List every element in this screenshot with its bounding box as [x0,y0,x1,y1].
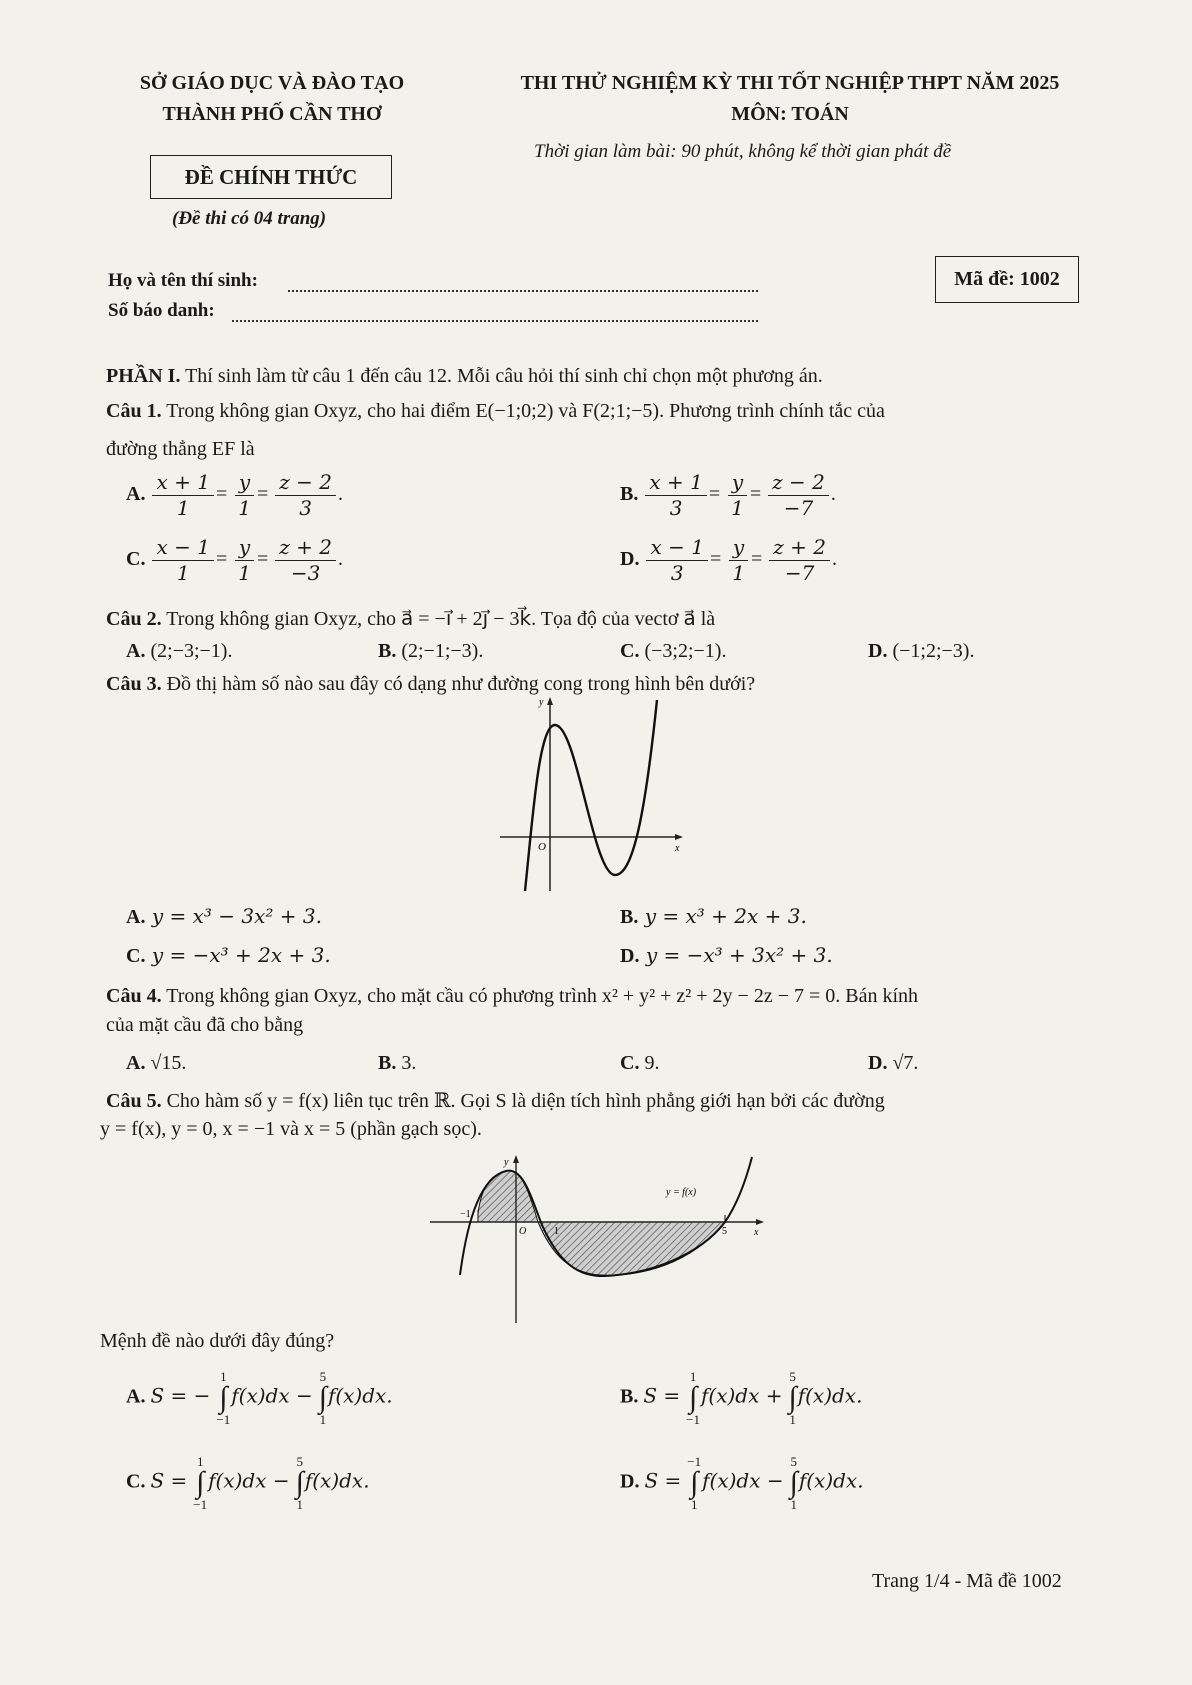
fraction: $\frac{x - 1}{1}$ [152,535,213,586]
q4-text1: Trong không gian Oxyz, cho mặt cầu có phương trình x² + y² + z² + 2y − 2z − 7 = 0. Bán kính [166,985,919,1007]
q1-text1: Trong không gian Oxyz, cho hai điểm E(−1;0;2) và F(2;1;−5). Phương trình chính tắc của [166,400,885,422]
q1-option-d[interactable]: D. $\frac{x - 1}{3}$ = $\frac{y}{1}$ = $\frac{z + 2}{-7}$ . [620,535,837,585]
x-axis-label: x [754,1227,759,1238]
q2-option-c[interactable]: C. (−3;2;−1). [620,640,727,662]
subject-title: MÔN: TOÁN [731,103,849,125]
q2-label: Câu 2. [106,608,162,630]
origin-label: O [519,1226,527,1237]
q1-option-a[interactable]: A. $\frac{x + 1}{1}$ = $\frac{y}{1}$ = $\frac{z - 2}{3}$ . [126,470,343,520]
q1-line1 [106,400,885,423]
cubic-curve [525,700,657,891]
exam-code: Mã đề: 1002 [954,268,1060,290]
part1-line [106,365,823,388]
part1-heading: PHẦN I. [106,365,181,387]
y-axis-label: y [504,1157,509,1168]
option-text: y = x³ + 2x + 3. [644,904,807,928]
q3-option-c[interactable]: C. y = −x³ + 2x + 3. [126,943,331,967]
integral: −1 ∫ 1 [687,1454,702,1512]
option-text: √7. [892,1052,919,1074]
option-key: B. [620,483,639,506]
shaded-region-left [478,1171,538,1222]
q2-option-b[interactable]: B. (2;−1;−3). [378,640,484,662]
fraction: $\frac{y}{1}$ [234,470,255,521]
q5-line1 [106,1088,885,1113]
integral: 5 ∫ 1 [295,1454,304,1512]
department-name: SỞ GIÁO DỤC VÀ ĐÀO TẠO [139,72,405,94]
fraction: $\frac{y}{1}$ [727,470,748,521]
curve-label: y = f(x) [666,1187,697,1198]
exam-code-box [935,256,1079,303]
option-text: (2;−3;−1). [150,640,233,662]
fraction: $\frac{z + 2}{-3}$ [275,535,336,586]
integral: 1 ∫ −1 [686,1369,701,1427]
q4-text2: của mặt cầu đã cho bằng [106,1014,304,1036]
q1-label: Câu 1. [106,400,162,422]
fraction: $\frac{x - 1}{3}$ [646,535,707,586]
tick-5: 5 [722,1226,727,1237]
integral: 5 ∫ 1 [789,1454,798,1512]
q5-text2: y = f(x), y = 0, x = −1 và x = 5 (phần gạch sọc). [100,1118,482,1140]
q1-option-c[interactable]: C. $\frac{x - 1}{1}$ = $\frac{y}{1}$ = $\frac{z + 2}{-3}$ . [126,535,343,585]
q3-cubic-graph [495,695,685,895]
candidate-name-field[interactable] [288,290,758,292]
q2-option-d[interactable]: D. (−1;2;−3). [868,640,975,662]
option-text: 3. [401,1052,417,1074]
q3-option-b[interactable]: B. y = x³ + 2x + 3. [620,904,807,928]
y-axis-arrow [547,697,553,705]
tick-1: 1 [554,1226,559,1237]
city-name: THÀNH PHỐ CẦN THƠ [162,103,382,125]
fraction: $\frac{x + 1}{1}$ [152,470,213,521]
q5-label: Câu 5. [106,1090,162,1112]
integral: 5 ∫ 1 [788,1369,797,1427]
q4-option-a[interactable]: A. √15. [126,1052,187,1074]
exam-title: THI THỬ NGHIỆM KỲ THI TỐT NGHIỆP THPT NĂM 2025 [520,72,1060,94]
x-axis-arrow [756,1219,764,1225]
q4-label: Câu 4. [106,985,162,1007]
option-text: y = −x³ + 2x + 3. [151,943,331,967]
part1-instruction: Thí sinh làm từ câu 1 đến câu 12. Mỗi câu hỏi thí sinh chỉ chọn một phương án. [185,365,823,387]
q1-option-b[interactable]: B. $\frac{x + 1}{3}$ = $\frac{y}{1}$ = $\frac{z - 2}{-7}$ . [620,470,836,520]
official-label: ĐỀ CHÍNH THỨC [184,165,358,189]
x-axis-arrow [675,834,683,840]
integral: 1 ∫ −1 [193,1454,208,1512]
q5-area-graph [420,1155,770,1325]
q5-text1: Cho hàm số y = f(x) liên tục trên ℝ. Gọi S là diện tích hình phẳng giới hạn bởi các đường [166,1090,885,1112]
fraction: $\frac{y}{1}$ [728,535,749,586]
option-text: (2;−1;−3). [401,640,484,662]
q3-text: Đồ thị hàm số nào sau đây có dạng như đường cong trong hình bên dưới? [166,673,756,695]
option-text: (−1;2;−3). [892,640,975,662]
time-note: Thời gian làm bài: 90 phút, không kể thời gian phát đề [534,141,952,162]
page-footer: Trang 1/4 - Mã đề 1002 [872,1570,1062,1592]
q3-line [106,673,755,696]
tick-minus-1: −1 [460,1209,471,1220]
option-text: 9. [644,1052,660,1074]
y-axis-arrow [513,1155,519,1163]
option-key: A. [126,483,146,506]
q2-option-a[interactable]: A. (2;−3;−1). [126,640,233,662]
q3-label: Câu 3. [106,673,162,695]
option-key: D. [620,548,640,571]
q2-line [106,606,715,631]
pages-note: (Đề thi có 04 trang) [172,208,327,229]
q5-option-a[interactable]: A. S = − 1 ∫ −1 f(x)dx − 5 ∫ 1 f(x)dx. [126,1369,393,1427]
option-key: C. [126,548,146,571]
q4-option-b[interactable]: B. 3. [378,1052,417,1074]
q5-option-c[interactable]: C. S = 1 ∫ −1 f(x)dx − 5 ∫ 1 f(x)dx. [126,1454,370,1512]
candidate-id-label: Số báo danh: [108,300,215,321]
integral: 5 ∫ 1 [318,1369,327,1427]
y-axis-label: y [539,697,544,708]
q5-question: Mệnh đề nào dưới đây đúng? [100,1330,335,1352]
candidate-id-field[interactable] [232,320,758,322]
q5-option-d[interactable]: D. S = −1 ∫ 1 f(x)dx − 5 ∫ 1 f(x)dx. [620,1454,864,1512]
option-text: y = x³ − 3x² + 3. [151,904,322,928]
fraction: $\frac{z - 2}{-7}$ [768,470,829,521]
fraction: $\frac{x + 1}{3}$ [645,470,706,521]
origin-label: O [538,841,546,853]
option-text: (−3;2;−1). [644,640,727,662]
x-axis-label: x [675,843,680,854]
integral: 1 ∫ −1 [216,1369,231,1427]
candidate-name-label: Họ và tên thí sinh: [108,270,258,291]
option-text: √15. [150,1052,187,1074]
fraction: $\frac{z + 2}{-7}$ [769,535,830,586]
q5-option-b[interactable]: B. S = 1 ∫ −1 f(x)dx + 5 ∫ 1 f(x)dx. [620,1369,863,1427]
q2-text: Trong không gian Oxyz, cho a⃗ = −i⃗ + 2j⃗ − 3k⃗. Tọa độ của vectơ a⃗ là [166,608,716,630]
q3-option-a[interactable]: A. y = x³ − 3x² + 3. [126,904,322,928]
official-box [150,155,392,199]
fraction: $\frac{z - 2}{3}$ [275,470,336,521]
q4-line1 [106,985,918,1008]
fraction: $\frac{y}{1}$ [234,535,255,586]
q3-option-d[interactable]: D. y = −x³ + 3x² + 3. [620,943,833,967]
q4-option-c[interactable]: C. 9. [620,1052,660,1074]
option-text: y = −x³ + 3x² + 3. [645,943,833,967]
q4-option-d[interactable]: D. √7. [868,1052,919,1074]
q1-text2: đường thẳng EF là [106,438,255,460]
